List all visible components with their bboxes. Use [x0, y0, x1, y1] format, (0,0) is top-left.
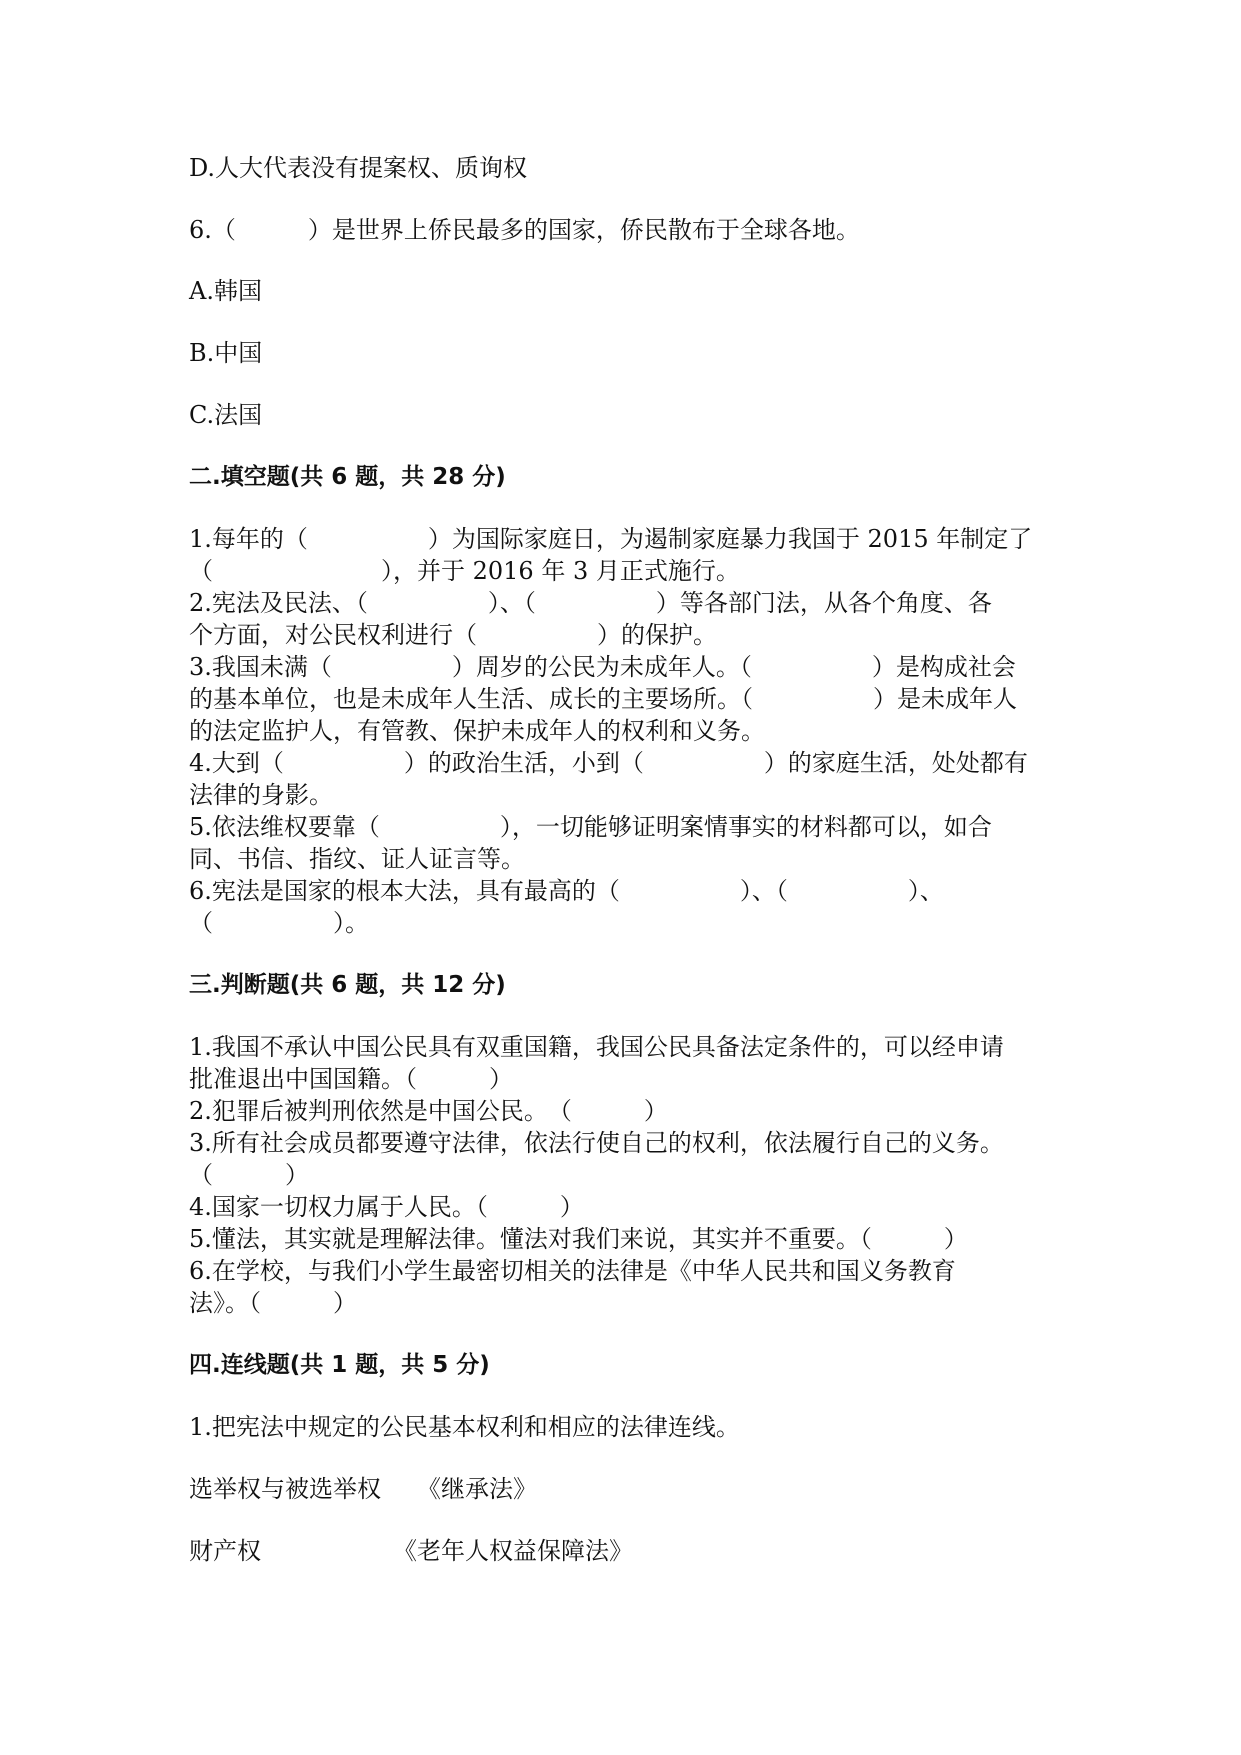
fill-question-5-line-2: 同、书信、指纹、证人证言等。: [189, 845, 525, 873]
tf-question-6-line-2: 法》。（ ）: [189, 1289, 357, 1317]
tf-question-3-line-1: 3.所有社会成员都要遵守法律，依法行使自己的权利，依法履行自己的义务。: [189, 1129, 1004, 1157]
tf-question-4: 4.国家一切权力属于人民。（ ）: [189, 1193, 584, 1221]
fill-question-5-line-1: 5.依法维权要靠（ ），一切能够证明案情事实的材料都可以，如合: [189, 813, 992, 841]
fill-question-3-line-2: 的基本单位，也是未成年人生活、成长的主要场所。（ ）是未成年人: [189, 685, 1017, 713]
fill-question-2-line-1: 2.宪法及民法、（ ）、（ ）等各部门法，从各个角度、各: [189, 589, 992, 617]
matching-question-1: 1.把宪法中规定的公民基本权利和相应的法律连线。: [189, 1413, 740, 1441]
fill-question-2-line-2: 个方面，对公民权利进行（ ）的保护。: [189, 621, 717, 649]
choice-option-b: B.中国: [189, 339, 263, 367]
fill-question-4-line-2: 法律的身影。: [189, 781, 333, 809]
tf-question-3-line-2: （ ）: [189, 1161, 309, 1189]
tf-question-1-line-1: 1.我国不承认中国公民具有双重国籍，我国公民具备法定条件的，可以经申请: [189, 1033, 1004, 1061]
section-heading-matching: 四.连线题(共 1 题，共 5 分): [189, 1352, 490, 1378]
fill-question-1-line-1: 1.每年的（ ）为国际家庭日，为遏制家庭暴力我国于 2015 年制定了: [189, 525, 1033, 553]
fill-question-3-line-1: 3.我国未满（ ）周岁的公民为未成年人。（ ）是构成社会: [189, 653, 1016, 681]
fill-question-6-line-1: 6.宪法是国家的根本大法，具有最高的（ ）、（ ）、: [189, 877, 944, 905]
matching-row-1: 选举权与被选举权 《继承法》: [189, 1475, 537, 1503]
fill-question-4-line-1: 4.大到（ ）的政治生活，小到（ ）的家庭生活，处处都有: [189, 749, 1028, 777]
fill-question-6-line-2: （ ）。: [189, 909, 369, 937]
choice-option-c: C.法国: [189, 401, 263, 429]
tf-question-5: 5.懂法，其实就是理解法律。懂法对我们来说，其实并不重要。（ ）: [189, 1225, 968, 1253]
tf-question-2: 2.犯罪后被判刑依然是中国公民。 （ ）: [189, 1097, 668, 1125]
fill-question-1-line-2: （ ），并于 2016 年 3 月正式施行。: [189, 557, 740, 585]
choice-option-d: D.人大代表没有提案权、质询权: [189, 154, 528, 182]
fill-question-3-line-3: 的法定监护人，有管教、保护未成年人的权利和义务。: [189, 717, 765, 745]
tf-question-1-line-2: 批准退出中国国籍。（ ）: [189, 1065, 513, 1093]
matching-row-2: 财产权 《老年人权益保障法》: [189, 1537, 633, 1565]
choice-option-a: A.韩国: [189, 277, 262, 305]
tf-question-6-line-1: 6.在学校，与我们小学生最密切相关的法律是《中华人民共和国义务教育: [189, 1257, 956, 1285]
section-heading-true-false: 三.判断题(共 6 题，共 12 分): [189, 972, 506, 998]
question-6: 6.（ ）是世界上侨民最多的国家，侨民散布于全球各地。: [189, 216, 860, 244]
section-heading-fill-blank: 二.填空题(共 6 题，共 28 分): [189, 464, 506, 490]
